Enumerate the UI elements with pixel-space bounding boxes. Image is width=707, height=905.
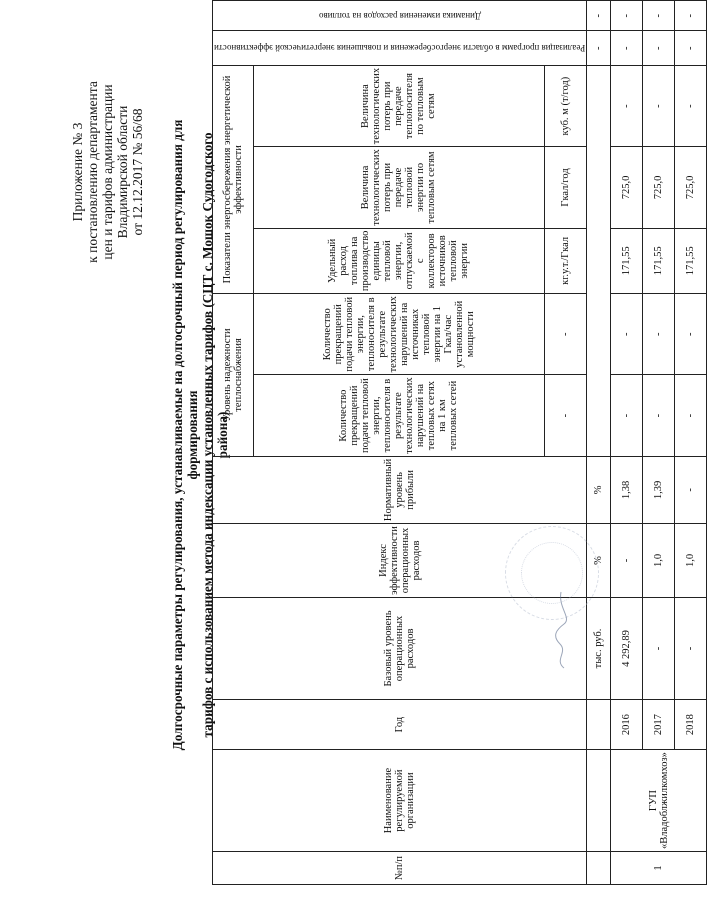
cell-rel1: - <box>675 375 707 456</box>
cell-efficiency: 1,0 <box>643 524 675 598</box>
title-line-2: тарифов с использованием метода индексации установленных тарифов (СЦТ с. Мошок Судогодского района) <box>200 132 230 738</box>
header-energy-group: Показатели энергосбережения энергетической эффективности <box>213 65 254 293</box>
cell-rel1: - <box>643 375 675 456</box>
cell-profit: 1,39 <box>643 456 675 523</box>
cell-profit: - <box>675 456 707 523</box>
header-rel2: Количество прекращений подачи тепловой энергии, теплоносителя в результате технологических нарушений на источниках тепловой энергии на 1 Гкал/час установленной мощности <box>253 294 545 375</box>
cell-base-opex: - <box>675 597 707 699</box>
cell-rel2: - <box>611 294 643 375</box>
unit-loss-heat: Гкал/год <box>545 147 587 228</box>
cell-loss-heat: 725,0 <box>643 147 675 228</box>
appendix-line-4: Владимирской области <box>115 105 130 239</box>
unit-loss-carrier: куб. м (т/год) <box>545 65 587 146</box>
cell-efficiency: 1,0 <box>675 524 707 598</box>
header-row-1 <box>213 1 254 885</box>
cell-fuel: 171,55 <box>643 228 675 293</box>
unit-rel1: - <box>545 375 587 456</box>
cell-year: 2016 <box>611 700 643 750</box>
unit-base-opex: тыс. руб. <box>587 597 611 699</box>
cell-loss-heat: 725,0 <box>611 147 643 228</box>
header-reliability-group: Уровень надежности теплоснабжения <box>213 294 254 457</box>
cell-program: - <box>675 31 707 65</box>
header-fuel-dynamics-cell <box>213 1 587 31</box>
org-name: ГУП «Владоблжилкомхоз» <box>611 750 707 852</box>
unit-rel2: - <box>545 294 587 375</box>
cell-fuel: 171,55 <box>611 228 643 293</box>
cell-fuel: 171,55 <box>675 228 707 293</box>
header-num: №п/п <box>213 852 587 885</box>
appendix-block <box>70 42 145 302</box>
header-loss-carrier: Величина технологических потерь при передаче теплоносителя по тепловым сетям <box>253 65 545 146</box>
header-rel1: Количество прекращений подачи тепловой энергии, теплоносителя в результате технологических нарушений на тепловых сетях на 1 км тепловых сетей <box>253 375 545 456</box>
cell-loss-heat: 725,0 <box>675 147 707 228</box>
header-year: Год <box>213 700 587 750</box>
units-row <box>587 1 611 885</box>
cell-year: 2018 <box>675 700 707 750</box>
unit-fuel-dynamics: - <box>587 1 611 31</box>
table-row <box>611 1 643 885</box>
header-efficiency: Индекс эффективности операционных расходов <box>213 524 587 598</box>
header-loss-heat: Величина технологических потерь при передаче тепловой энергии по тепловым сетям <box>253 147 545 228</box>
appendix-line-3: цен и тарифов администрации <box>100 84 115 260</box>
signature-icon <box>552 590 570 670</box>
cell-base-opex: - <box>643 597 675 699</box>
cell-program: - <box>643 31 675 65</box>
header-program: Реализация программ в области энергосбережения и повышения энергетической эффективности <box>214 43 586 54</box>
cell-loss-carrier: - <box>675 65 707 146</box>
cell-year: 2017 <box>643 700 675 750</box>
appendix-line-2: к постановлению департамента <box>85 81 100 263</box>
unit-profit: % <box>587 456 611 523</box>
cell-rel2: - <box>675 294 707 375</box>
header-program-cell <box>213 31 587 65</box>
cell-loss-carrier: - <box>643 65 675 146</box>
header-base-opex: Базовый уровень операционных расходов <box>213 597 587 699</box>
header-fuel-dynamics: Динамика изменения расходов на топливо <box>318 10 481 21</box>
unit-efficiency: % <box>587 524 611 598</box>
cell-fuel-dynamics: - <box>611 1 643 31</box>
unit-fuel: кг.у.т./Гкал <box>545 228 587 293</box>
appendix-line-1: Приложение № 3 <box>70 122 85 222</box>
appendix-line-5: от 12.12.2017 № 56/68 <box>130 108 145 236</box>
header-org: Наименование регулируемой организации <box>213 750 587 852</box>
parameters-table <box>212 0 707 885</box>
cell-fuel-dynamics: - <box>675 1 707 31</box>
org-number: 1 <box>611 852 707 885</box>
header-profit: Нормативный уровень прибыли <box>213 456 587 523</box>
unit-program: - <box>587 31 611 65</box>
cell-base-opex: 4 292,89 <box>611 597 643 699</box>
cell-rel2: - <box>643 294 675 375</box>
cell-rel1: - <box>611 375 643 456</box>
cell-program: - <box>611 31 643 65</box>
header-fuel: Удельный расход топлива на производство единицы тепловой энергии, отпускаемой с коллекторов источников тепловой энергии <box>253 228 545 293</box>
cell-profit: 1,38 <box>611 456 643 523</box>
cell-fuel-dynamics: - <box>643 1 675 31</box>
title-line-1: Долгосрочные параметры регулирования, устанавливаемые на долгосрочный период регулирования для формирования <box>170 119 200 751</box>
cell-loss-carrier: - <box>611 65 643 146</box>
cell-efficiency: - <box>611 524 643 598</box>
